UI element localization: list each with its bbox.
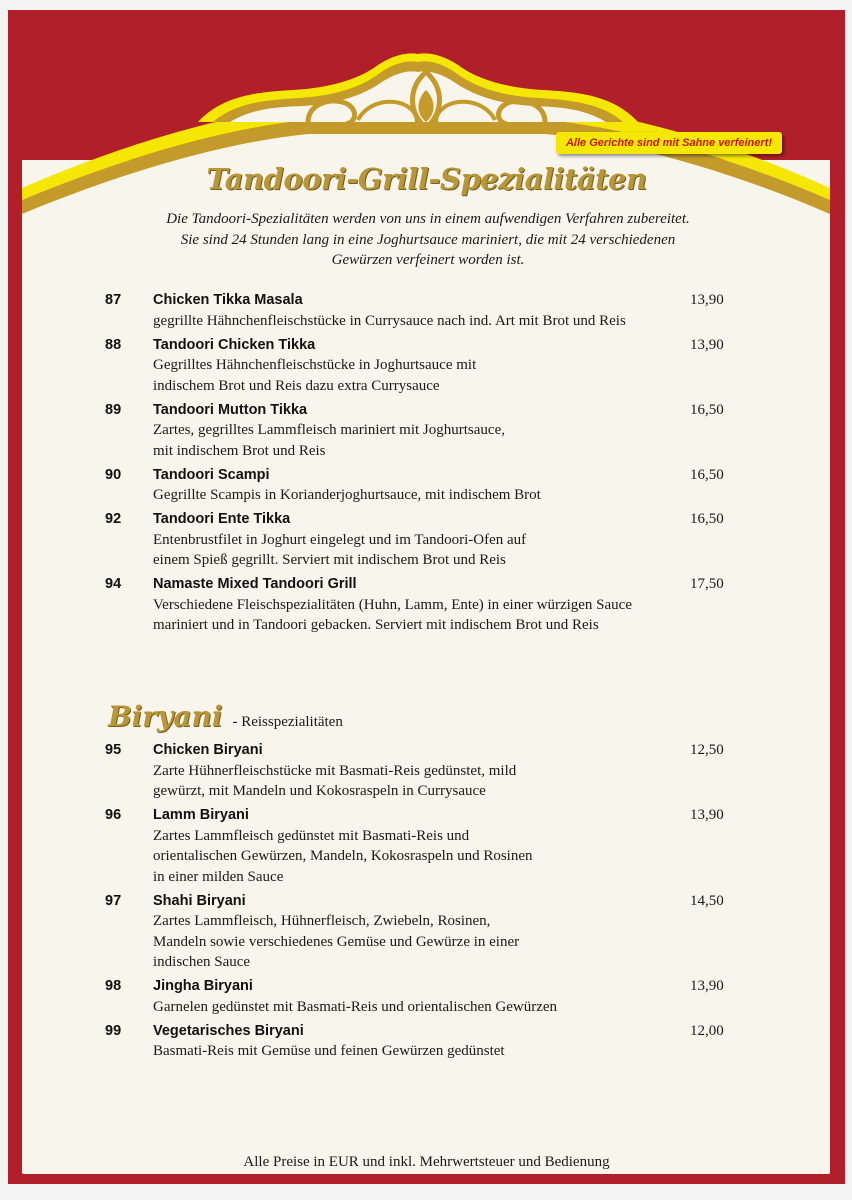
item-name: Chicken Biryani xyxy=(153,742,263,758)
item-description: Garnelen gedünstet mit Basmati-Reis und orientalischen Gewürzen xyxy=(153,998,558,1015)
menu-item xyxy=(8,740,845,802)
item-name: Tandoori Ente Tikka xyxy=(153,511,291,527)
item-name: Namaste Mixed Tandoori Grill xyxy=(153,576,357,592)
biryani-section-title: Biryani xyxy=(108,700,223,733)
item-name: Jingha Biryani xyxy=(153,978,253,994)
biryani-heading xyxy=(108,700,343,736)
item-name: Chicken Tikka Masala xyxy=(153,292,303,308)
item-number: 90 xyxy=(105,466,122,483)
item-description: Zartes Lammfleisch, Hühnerfleisch, Zwiebeln, Rosinen, Mandeln sowie verschiedenes Gemüse und Gewürze in einer indischen Sauce xyxy=(153,913,520,970)
item-number: 98 xyxy=(105,978,122,994)
item-number: 88 xyxy=(105,336,122,353)
item-number: 94 xyxy=(105,576,122,592)
menu-item xyxy=(8,805,845,887)
item-price: 16,50 xyxy=(690,511,724,527)
menu-item xyxy=(8,1021,845,1062)
item-price: 12,50 xyxy=(690,742,724,758)
item-price: 13,90 xyxy=(690,336,724,353)
cream-note-badge: Alle Gerichte sind mit Sahne verfeinert! xyxy=(556,132,782,154)
item-name: Lamm Biryani xyxy=(153,807,249,823)
item-name: Vegetarisches Biryani xyxy=(153,1022,304,1039)
item-description: Basmati-Reis mit Gemüse und feinen Gewürzen gedünstet xyxy=(153,1043,505,1059)
item-price: 12,00 xyxy=(690,1022,724,1039)
menu-item xyxy=(8,574,845,636)
item-price: 14,50 xyxy=(690,892,724,909)
item-name: Tandoori Chicken Tikka xyxy=(153,336,316,353)
item-description: Verschiedene Fleischspezialitäten (Huhn, Lamm, Ente) in einer würzigen Sauce mariniert und in Tandoori gebacken. Serviert mit indischem Brot und Reis xyxy=(153,596,632,633)
menu-page xyxy=(8,10,845,1184)
item-description: Gegrilltes Hähnchenfleischstücke in Joghurtsauce mit indischem Brot und Reis dazu extra Currysauce xyxy=(153,357,477,394)
item-number: 95 xyxy=(105,742,122,758)
item-number: 92 xyxy=(105,511,122,527)
menu-item xyxy=(8,290,845,331)
item-price: 13,90 xyxy=(690,978,724,994)
menu-item xyxy=(8,509,845,571)
item-number: 99 xyxy=(105,1022,122,1039)
menu-item xyxy=(8,400,845,462)
tandoori-intro-text: Die Tandoori-Spezialitäten werden von uns in einem aufwendigen Verfahren zubereitet. Sie sind 24 Stunden lang in eine Joghurtsauce mariniert, die mit 24 verschiedenen Gewürzen verfeinert worden ist. xyxy=(166,211,690,268)
item-number: 89 xyxy=(105,401,122,418)
biryani-subtitle: - Reisspezialitäten xyxy=(232,714,343,730)
item-price: 16,50 xyxy=(690,466,724,483)
tandoori-menu-list xyxy=(8,290,845,636)
item-number: 97 xyxy=(105,892,122,909)
item-number: 87 xyxy=(105,292,122,308)
item-number: 96 xyxy=(105,807,122,823)
item-name: Tandoori Scampi xyxy=(153,466,270,483)
item-description: Zartes, gegrilltes Lammfleisch mariniert mit Joghurtsauce, mit indischem Brot und Reis xyxy=(153,422,505,459)
item-description: Entenbrustfilet in Joghurt eingelegt und im Tandoori-Ofen auf einem Spieß gegrillt. Serviert mit indischem Brot und Reis xyxy=(153,531,527,568)
item-price: 16,50 xyxy=(690,401,724,418)
item-price: 17,50 xyxy=(690,576,724,592)
item-price: 13,90 xyxy=(690,807,724,823)
tandoori-section-title: Tandoori-Grill-Spezialitäten xyxy=(206,162,647,196)
menu-item xyxy=(8,976,845,1017)
item-name: Tandoori Mutton Tikka xyxy=(153,401,308,418)
item-price: 13,90 xyxy=(690,292,724,308)
item-name: Shahi Biryani xyxy=(153,892,246,909)
item-description: Zartes Lammfleisch gedünstet mit Basmati-Reis und orientalischen Gewürzen, Mandeln, Kokosraspeln und Rosinen in einer milden Sauce xyxy=(153,827,533,885)
price-footer-note: Alle Preise in EUR und inkl. Mehrwertsteuer und Bedienung xyxy=(243,1154,610,1170)
menu-item xyxy=(8,465,845,506)
menu-item xyxy=(8,891,845,973)
item-description: gegrillte Hähnchenfleischstücke in Currysauce nach ind. Art mit Brot und Reis xyxy=(153,312,626,329)
item-description: Zarte Hühnerfleischstücke mit Basmati-Reis gedünstet, mild gewürzt, mit Mandeln und Kokosraspeln in Currysauce xyxy=(153,762,517,799)
item-description: Gegrillte Scampis in Korianderjoghurtsauce, mit indischem Brot xyxy=(153,487,541,503)
menu-item xyxy=(8,335,845,397)
biryani-menu-list xyxy=(8,740,845,1062)
